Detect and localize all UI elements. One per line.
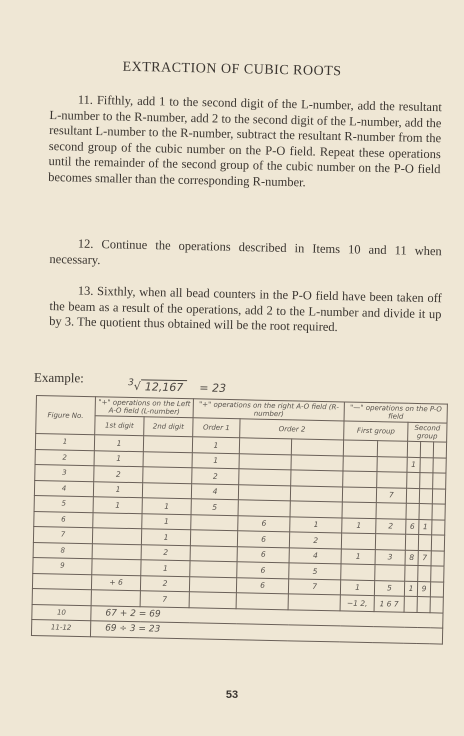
cell: 1 — [94, 435, 143, 452]
cell: 2 — [289, 532, 341, 549]
header-order-1: Order 1 — [193, 418, 240, 438]
cell: 6 — [238, 515, 290, 532]
cell — [344, 440, 378, 456]
cell: 6 — [236, 577, 288, 594]
cell — [418, 566, 431, 582]
cell — [288, 594, 340, 611]
cell — [92, 528, 141, 545]
cell — [419, 504, 432, 520]
cell-figure: 2 — [35, 449, 94, 466]
cell — [375, 534, 406, 550]
example-result: = 23 — [199, 381, 227, 395]
example-formula — [128, 377, 226, 394]
cell: 5 — [191, 499, 238, 515]
cell — [342, 502, 376, 518]
cell: 1 — [142, 513, 191, 530]
cell — [407, 472, 420, 488]
cell: 8 — [405, 550, 418, 566]
example-label: Example: — [33, 369, 84, 386]
cell — [417, 597, 430, 613]
cell — [433, 457, 446, 473]
cell-figure: 3 — [35, 464, 94, 481]
item-11-text: 11. Fifthly, add 1 to the second digit of the L-number, add the resultant L-number to the R-number, add 2 to the second digit of the L-number, add the resultant L-number to the R-number, subtract the resultant R-number from the second group of the cubic number on the P-O field. Repeat these operations until the remainder of the second group of the cubic number on the P-O field becomes smaller than the corresponding R-number. — [48, 92, 442, 190]
cell-figure: 7 — [33, 526, 92, 543]
cell: 6 — [237, 546, 289, 563]
cell: 4 — [289, 547, 341, 564]
cell: + 6 — [91, 574, 140, 591]
radicand: 12,167 — [141, 379, 188, 394]
cell: 1 — [141, 529, 190, 546]
cell — [431, 550, 444, 566]
cell: 1 — [141, 560, 190, 577]
cell-figure: 9 — [33, 557, 92, 574]
cell: 7 — [140, 591, 189, 608]
cell — [238, 484, 290, 501]
operations-table — [31, 395, 448, 644]
header-figure: Figure No. — [36, 396, 96, 435]
cell — [143, 467, 192, 484]
header-second-digit: 2nd digit — [144, 417, 193, 437]
cell — [290, 485, 342, 502]
header-first-group: First group — [344, 421, 408, 441]
cell — [343, 486, 377, 502]
cell — [430, 597, 443, 613]
cell: 2 — [141, 544, 190, 561]
cell — [406, 488, 419, 504]
cell: 2 — [94, 466, 143, 483]
cell — [92, 543, 141, 560]
cell — [419, 488, 432, 504]
cell-figure — [32, 573, 91, 590]
cell — [431, 566, 444, 582]
cell — [433, 442, 446, 458]
cell — [239, 453, 291, 470]
cell: 1 — [192, 452, 239, 468]
cell — [376, 503, 407, 519]
cell — [290, 501, 342, 518]
cell: −1 2, — [340, 595, 374, 611]
cell — [420, 442, 433, 458]
cell: 1 — [419, 519, 432, 535]
cell — [238, 500, 290, 517]
cell: 2 — [192, 468, 239, 484]
cell: 1 — [290, 516, 342, 533]
cell — [291, 439, 343, 456]
cell-figure: 6 — [34, 511, 93, 528]
cell: 6 — [237, 531, 289, 548]
cell — [190, 545, 237, 561]
cell — [191, 514, 238, 530]
header-left-field: "+" operations on the Left A-O field (L-number) — [95, 397, 193, 418]
cell: 1 — [341, 579, 375, 595]
cell: 7 — [289, 578, 341, 595]
cell — [377, 441, 408, 457]
cell — [142, 482, 191, 499]
cell — [291, 470, 343, 487]
header-order-2: Order 2 — [240, 419, 345, 440]
cell — [291, 454, 343, 471]
cell — [343, 455, 377, 471]
cell: 5 — [374, 580, 405, 596]
cell — [432, 519, 445, 535]
cell — [239, 469, 291, 486]
cell: 4 — [191, 483, 238, 499]
header-first-digit: 1st digit — [95, 416, 144, 436]
cell — [420, 473, 433, 489]
cell — [407, 441, 420, 457]
cell — [91, 590, 140, 607]
cell: 5 — [289, 563, 341, 580]
cell: 2 — [140, 575, 189, 592]
cell: 1 — [404, 581, 417, 597]
table-body — [31, 434, 446, 644]
cell-figure: 1 — [35, 434, 94, 451]
cell — [406, 503, 419, 519]
cell: 2 — [375, 518, 406, 534]
cell — [420, 457, 433, 473]
cell: 1 — [93, 497, 142, 514]
radical-sign: √ — [133, 379, 141, 394]
cell — [93, 512, 142, 529]
cell — [405, 534, 418, 550]
item-13-text: 13. Sixthly, when all bead counters in the P-O field have been taken off the beam as a result of the operations, add 2 to the L-number and divide it up by 3. The quotient thus obtained will be the root required. — [49, 283, 442, 335]
cell: 6 — [237, 562, 289, 579]
root-index: 3 — [127, 377, 134, 389]
cell — [190, 561, 237, 577]
cell — [405, 565, 418, 581]
cell — [189, 576, 236, 592]
cell — [376, 472, 407, 488]
cell: 6 — [406, 519, 419, 535]
cell: 1 — [341, 548, 375, 564]
page-number: 53 — [225, 689, 239, 701]
cell: 7 — [376, 487, 407, 503]
cell — [432, 504, 445, 520]
cell — [433, 473, 446, 489]
cell: 3 — [375, 549, 406, 565]
header-po-field: "—" operations on the P-O field — [344, 402, 447, 423]
cell: 1 — [407, 457, 420, 473]
cell: 1 — [142, 498, 191, 515]
cell — [432, 488, 445, 504]
item-12-paragraph — [49, 236, 442, 275]
cell: 1 — [94, 450, 143, 467]
cell — [92, 559, 141, 576]
cell — [430, 581, 443, 597]
cell — [341, 564, 375, 580]
cell-figure: 5 — [34, 495, 93, 512]
cell-figure: 8 — [33, 542, 92, 559]
cell: 7 — [418, 550, 431, 566]
cell — [374, 565, 405, 581]
page-heading: EXTRACTION OF CUBIC ROOTS — [122, 59, 342, 80]
cell-operation: 67 + 2 = 69 — [91, 605, 443, 628]
cell — [404, 596, 417, 612]
cell — [143, 451, 192, 468]
cell — [418, 535, 431, 551]
cell — [189, 592, 236, 608]
cell — [239, 438, 291, 455]
cell-figure — [32, 588, 91, 605]
header-right-field: "+" operations on the right A-O field (R-number) — [193, 399, 345, 421]
cell — [190, 530, 237, 546]
cell-figure: 11-12 — [31, 619, 90, 636]
cell — [343, 471, 377, 487]
item-11-paragraph — [48, 92, 442, 194]
cell: 1 — [192, 437, 239, 453]
cell-operation: 69 ÷ 3 = 23 — [90, 621, 442, 644]
cell — [431, 535, 444, 551]
cell: 1 6 7 — [374, 596, 405, 612]
cell: 9 — [417, 581, 430, 597]
header-second-group: Second group — [408, 422, 447, 442]
cell — [236, 593, 288, 610]
cell: 1 — [342, 517, 376, 533]
cell — [143, 436, 192, 453]
item-13-paragraph — [49, 283, 442, 338]
cell — [377, 456, 408, 472]
cell-figure: 4 — [34, 480, 93, 497]
cell — [342, 533, 376, 549]
cell: 1 — [93, 481, 142, 498]
item-12-text: 12. Continue the operations described in Items 10 and 11 when necessary. — [49, 236, 442, 267]
cell-figure: 10 — [32, 604, 91, 621]
